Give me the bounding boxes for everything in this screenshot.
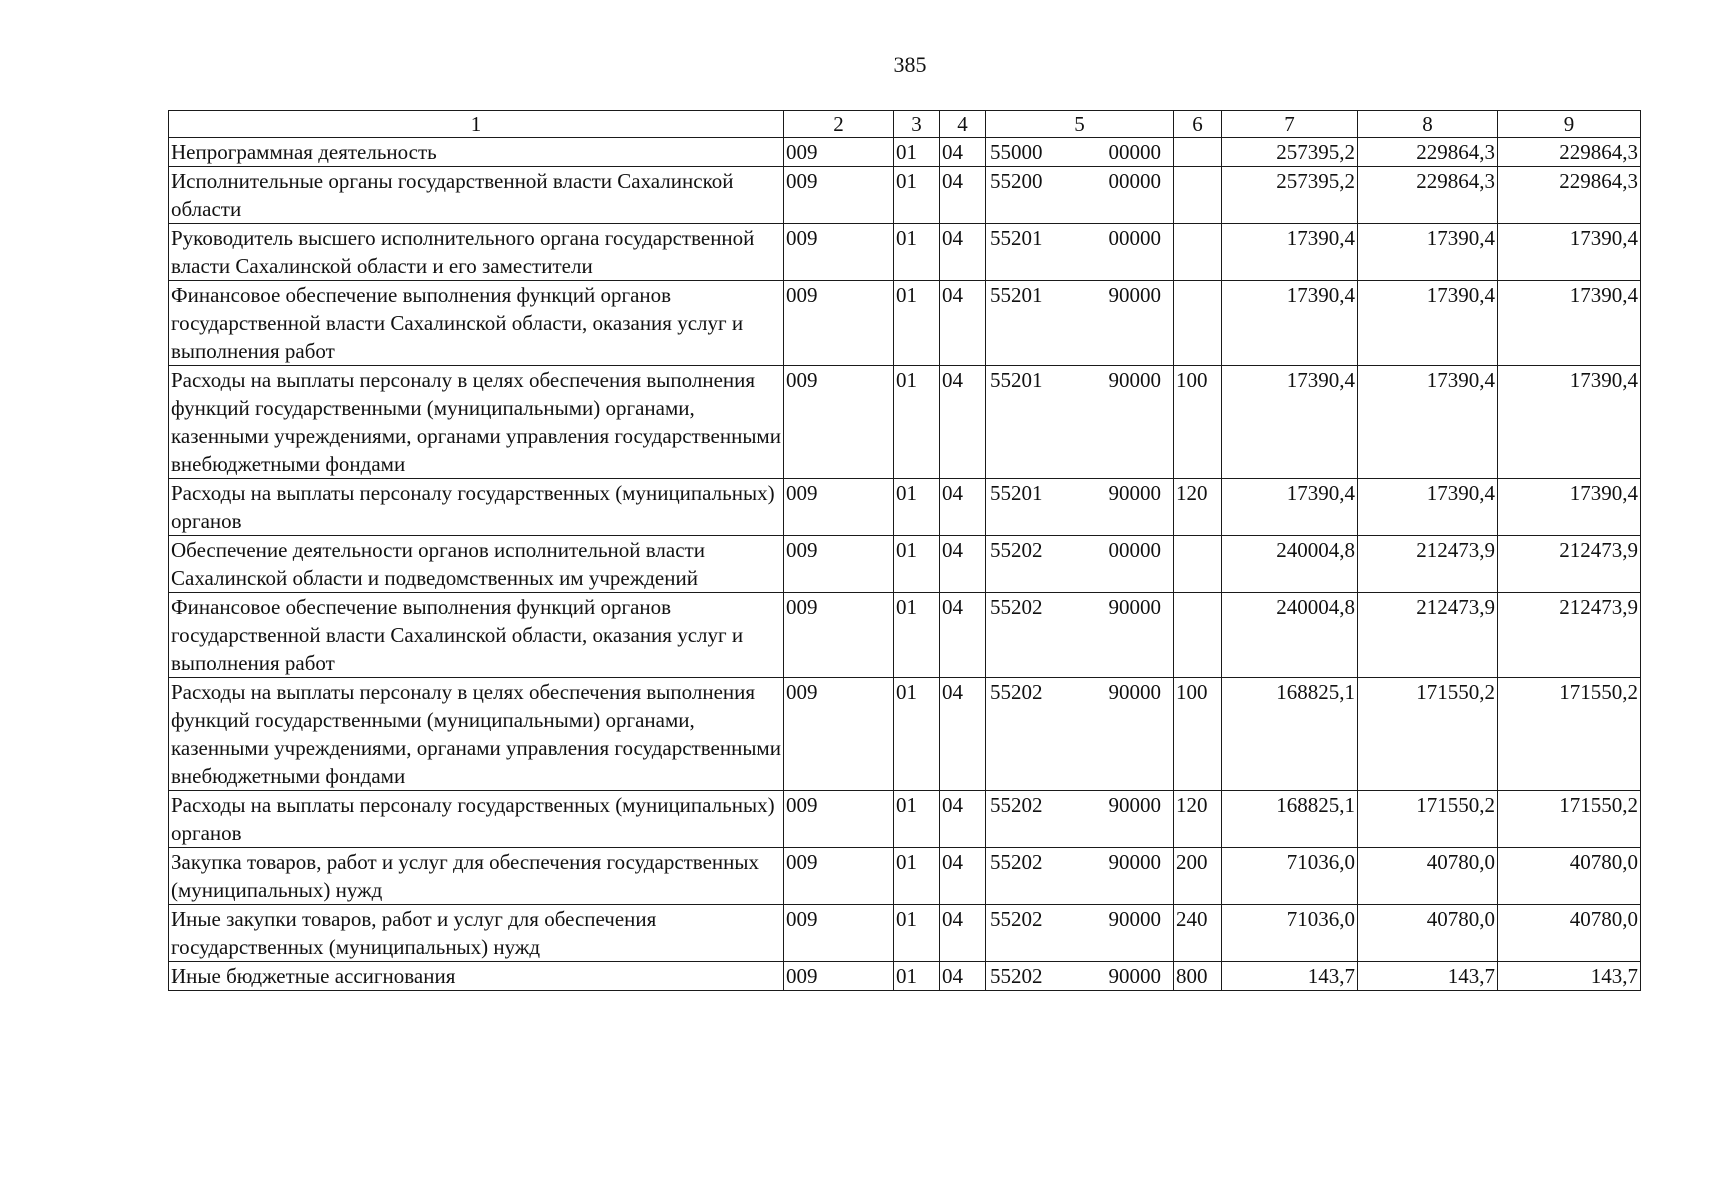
row-expense-type-code: 100 bbox=[1174, 678, 1222, 791]
row-amount-col8: 171550,2 bbox=[1358, 678, 1498, 791]
row-target-code-part-1: 55202 bbox=[990, 538, 1043, 562]
row-target-code-part-1: 55201 bbox=[990, 226, 1043, 250]
row-chapter-code: 009 bbox=[784, 536, 894, 593]
row-target-code-part-2: 90000 bbox=[1108, 680, 1161, 704]
row-name: Иные бюджетные ассигнования bbox=[169, 962, 784, 991]
row-target-code-part-2: 90000 bbox=[1108, 368, 1161, 392]
header-cell-3: 3 bbox=[894, 111, 940, 138]
row-subsection-code: 04 bbox=[940, 366, 986, 479]
row-name: Расходы на выплаты персоналу государственных (муниципальных) органов bbox=[169, 479, 784, 536]
row-target-code-part-1: 55201 bbox=[990, 481, 1043, 505]
row-amount-col7: 71036,0 bbox=[1222, 905, 1358, 962]
row-name: Финансовое обеспечение выполнения функций органов государственной власти Сахалинской области, оказания услуг и выполнения работ bbox=[169, 593, 784, 678]
row-target-code-part-1: 55000 bbox=[990, 140, 1043, 164]
row-target-code-part-1: 55202 bbox=[990, 793, 1043, 817]
row-chapter-code: 009 bbox=[784, 167, 894, 224]
row-section-code: 01 bbox=[894, 167, 940, 224]
row-target-code-part-1: 55202 bbox=[990, 595, 1043, 619]
row-section-code: 01 bbox=[894, 791, 940, 848]
row-subsection-code: 04 bbox=[940, 138, 986, 167]
row-amount-col8: 17390,4 bbox=[1358, 366, 1498, 479]
table-row bbox=[169, 678, 1641, 791]
row-amount-col7: 168825,1 bbox=[1222, 791, 1358, 848]
row-amount-col8: 40780,0 bbox=[1358, 905, 1498, 962]
row-amount-col8: 171550,2 bbox=[1358, 791, 1498, 848]
row-target-code bbox=[986, 224, 1174, 281]
row-chapter-code: 009 bbox=[784, 479, 894, 536]
row-amount-col7: 168825,1 bbox=[1222, 678, 1358, 791]
row-target-code-part-2: 90000 bbox=[1108, 964, 1161, 988]
row-target-code bbox=[986, 593, 1174, 678]
page-number: 385 bbox=[893, 52, 927, 77]
row-name: Руководитель высшего исполнительного органа государственной власти Сахалинской области и его заместители bbox=[169, 224, 784, 281]
row-amount-col8: 143,7 bbox=[1358, 962, 1498, 991]
row-chapter-code: 009 bbox=[784, 848, 894, 905]
row-expense-type-code bbox=[1174, 167, 1222, 224]
row-subsection-code: 04 bbox=[940, 593, 986, 678]
row-target-code-part-1: 55202 bbox=[990, 850, 1043, 874]
row-amount-col9: 212473,9 bbox=[1498, 536, 1641, 593]
row-amount-col9: 171550,2 bbox=[1498, 791, 1641, 848]
row-subsection-code: 04 bbox=[940, 678, 986, 791]
row-amount-col7: 257395,2 bbox=[1222, 138, 1358, 167]
row-amount-col7: 17390,4 bbox=[1222, 479, 1358, 536]
row-subsection-code: 04 bbox=[940, 791, 986, 848]
row-amount-col7: 17390,4 bbox=[1222, 366, 1358, 479]
row-subsection-code: 04 bbox=[940, 848, 986, 905]
row-amount-col9: 40780,0 bbox=[1498, 905, 1641, 962]
row-chapter-code: 009 bbox=[784, 224, 894, 281]
row-amount-col9: 212473,9 bbox=[1498, 593, 1641, 678]
row-expense-type-code: 120 bbox=[1174, 479, 1222, 536]
header-row bbox=[169, 111, 1641, 138]
row-amount-col9: 17390,4 bbox=[1498, 366, 1641, 479]
row-amount-col8: 229864,3 bbox=[1358, 167, 1498, 224]
row-chapter-code: 009 bbox=[784, 791, 894, 848]
row-name: Непрограммная деятельность bbox=[169, 138, 784, 167]
row-chapter-code: 009 bbox=[784, 962, 894, 991]
header-cell-9: 9 bbox=[1498, 111, 1641, 138]
row-amount-col9: 229864,3 bbox=[1498, 167, 1641, 224]
row-subsection-code: 04 bbox=[940, 224, 986, 281]
row-amount-col9: 143,7 bbox=[1498, 962, 1641, 991]
row-target-code-part-1: 55201 bbox=[990, 368, 1043, 392]
row-target-code bbox=[986, 281, 1174, 366]
row-section-code: 01 bbox=[894, 281, 940, 366]
row-amount-col9: 229864,3 bbox=[1498, 138, 1641, 167]
table-row bbox=[169, 593, 1641, 678]
row-target-code bbox=[986, 905, 1174, 962]
table-row bbox=[169, 167, 1641, 224]
row-target-code-part-2: 00000 bbox=[1108, 538, 1161, 562]
row-target-code bbox=[986, 167, 1174, 224]
row-target-code-part-2: 90000 bbox=[1108, 850, 1161, 874]
row-amount-col9: 40780,0 bbox=[1498, 848, 1641, 905]
row-chapter-code: 009 bbox=[784, 281, 894, 366]
row-section-code: 01 bbox=[894, 593, 940, 678]
table-row bbox=[169, 848, 1641, 905]
row-target-code bbox=[986, 791, 1174, 848]
row-subsection-code: 04 bbox=[940, 536, 986, 593]
row-subsection-code: 04 bbox=[940, 905, 986, 962]
table-body bbox=[169, 138, 1641, 991]
row-chapter-code: 009 bbox=[784, 678, 894, 791]
row-target-code bbox=[986, 479, 1174, 536]
header-cell-5: 5 bbox=[986, 111, 1174, 138]
table-row bbox=[169, 479, 1641, 536]
row-name: Иные закупки товаров, работ и услуг для обеспечения государственных (муниципальных) нужд bbox=[169, 905, 784, 962]
header-cell-7: 7 bbox=[1222, 111, 1358, 138]
table-row bbox=[169, 536, 1641, 593]
header-cell-1: 1 bbox=[169, 111, 784, 138]
table-row bbox=[169, 224, 1641, 281]
header-cell-8: 8 bbox=[1358, 111, 1498, 138]
row-chapter-code: 009 bbox=[784, 138, 894, 167]
row-expense-type-code bbox=[1174, 593, 1222, 678]
row-section-code: 01 bbox=[894, 678, 940, 791]
row-target-code-part-2: 90000 bbox=[1108, 595, 1161, 619]
row-section-code: 01 bbox=[894, 366, 940, 479]
row-expense-type-code: 100 bbox=[1174, 366, 1222, 479]
row-target-code-part-1: 55201 bbox=[990, 283, 1043, 307]
row-section-code: 01 bbox=[894, 848, 940, 905]
row-target-code-part-2: 00000 bbox=[1108, 226, 1161, 250]
row-subsection-code: 04 bbox=[940, 281, 986, 366]
row-name: Расходы на выплаты персоналу в целях обеспечения выполнения функций государственными (муниципальными) органами, казенными учреждениями, органами управления государственными внебюджетными фондами bbox=[169, 678, 784, 791]
row-amount-col8: 229864,3 bbox=[1358, 138, 1498, 167]
row-subsection-code: 04 bbox=[940, 962, 986, 991]
row-section-code: 01 bbox=[894, 138, 940, 167]
header-cell-2: 2 bbox=[784, 111, 894, 138]
row-amount-col7: 240004,8 bbox=[1222, 536, 1358, 593]
row-section-code: 01 bbox=[894, 479, 940, 536]
row-subsection-code: 04 bbox=[940, 479, 986, 536]
row-name: Закупка товаров, работ и услуг для обеспечения государственных (муниципальных) нужд bbox=[169, 848, 784, 905]
row-expense-type-code: 240 bbox=[1174, 905, 1222, 962]
row-target-code-part-2: 90000 bbox=[1108, 283, 1161, 307]
row-chapter-code: 009 bbox=[784, 366, 894, 479]
row-target-code-part-2: 90000 bbox=[1108, 907, 1161, 931]
row-amount-col8: 40780,0 bbox=[1358, 848, 1498, 905]
row-target-code bbox=[986, 678, 1174, 791]
row-amount-col7: 257395,2 bbox=[1222, 167, 1358, 224]
table-row bbox=[169, 791, 1641, 848]
table-row bbox=[169, 962, 1641, 991]
row-amount-col8: 212473,9 bbox=[1358, 593, 1498, 678]
row-amount-col7: 71036,0 bbox=[1222, 848, 1358, 905]
row-name: Расходы на выплаты персоналу государственных (муниципальных) органов bbox=[169, 791, 784, 848]
row-target-code-part-1: 55202 bbox=[990, 680, 1043, 704]
table-row bbox=[169, 281, 1641, 366]
row-name: Финансовое обеспечение выполнения функций органов государственной власти Сахалинской области, оказания услуг и выполнения работ bbox=[169, 281, 784, 366]
row-chapter-code: 009 bbox=[784, 905, 894, 962]
row-amount-col7: 143,7 bbox=[1222, 962, 1358, 991]
row-name: Исполнительные органы государственной власти Сахалинской области bbox=[169, 167, 784, 224]
row-amount-col7: 17390,4 bbox=[1222, 281, 1358, 366]
row-expense-type-code: 200 bbox=[1174, 848, 1222, 905]
budget-table bbox=[168, 110, 1641, 991]
row-target-code-part-2: 90000 bbox=[1108, 481, 1161, 505]
row-amount-col8: 17390,4 bbox=[1358, 224, 1498, 281]
row-name: Обеспечение деятельности органов исполнительной власти Сахалинской области и подведомственных им учреждений bbox=[169, 536, 784, 593]
row-section-code: 01 bbox=[894, 536, 940, 593]
row-amount-col9: 171550,2 bbox=[1498, 678, 1641, 791]
row-target-code-part-2: 90000 bbox=[1108, 793, 1161, 817]
row-target-code bbox=[986, 848, 1174, 905]
row-expense-type-code bbox=[1174, 138, 1222, 167]
row-expense-type-code: 800 bbox=[1174, 962, 1222, 991]
row-name: Расходы на выплаты персоналу в целях обеспечения выполнения функций государственными (муниципальными) органами, казенными учреждениями, органами управления государственными внебюджетными фондами bbox=[169, 366, 784, 479]
header-cell-4: 4 bbox=[940, 111, 986, 138]
row-amount-col8: 17390,4 bbox=[1358, 281, 1498, 366]
row-amount-col8: 17390,4 bbox=[1358, 479, 1498, 536]
row-target-code bbox=[986, 366, 1174, 479]
row-amount-col9: 17390,4 bbox=[1498, 224, 1641, 281]
row-amount-col9: 17390,4 bbox=[1498, 479, 1641, 536]
row-target-code bbox=[986, 536, 1174, 593]
row-subsection-code: 04 bbox=[940, 167, 986, 224]
row-section-code: 01 bbox=[894, 224, 940, 281]
row-target-code bbox=[986, 138, 1174, 167]
row-target-code bbox=[986, 962, 1174, 991]
row-section-code: 01 bbox=[894, 962, 940, 991]
row-amount-col9: 17390,4 bbox=[1498, 281, 1641, 366]
row-amount-col8: 212473,9 bbox=[1358, 536, 1498, 593]
table-row bbox=[169, 905, 1641, 962]
row-target-code-part-2: 00000 bbox=[1108, 169, 1161, 193]
row-target-code-part-1: 55200 bbox=[990, 169, 1043, 193]
row-expense-type-code bbox=[1174, 536, 1222, 593]
row-target-code-part-2: 00000 bbox=[1108, 140, 1161, 164]
row-target-code-part-1: 55202 bbox=[990, 964, 1043, 988]
table-row bbox=[169, 366, 1641, 479]
row-amount-col7: 17390,4 bbox=[1222, 224, 1358, 281]
row-amount-col7: 240004,8 bbox=[1222, 593, 1358, 678]
row-section-code: 01 bbox=[894, 905, 940, 962]
row-target-code-part-1: 55202 bbox=[990, 907, 1043, 931]
row-expense-type-code bbox=[1174, 281, 1222, 366]
row-expense-type-code: 120 bbox=[1174, 791, 1222, 848]
row-expense-type-code bbox=[1174, 224, 1222, 281]
table-row bbox=[169, 138, 1641, 167]
header-cell-6: 6 bbox=[1174, 111, 1222, 138]
row-chapter-code: 009 bbox=[784, 593, 894, 678]
